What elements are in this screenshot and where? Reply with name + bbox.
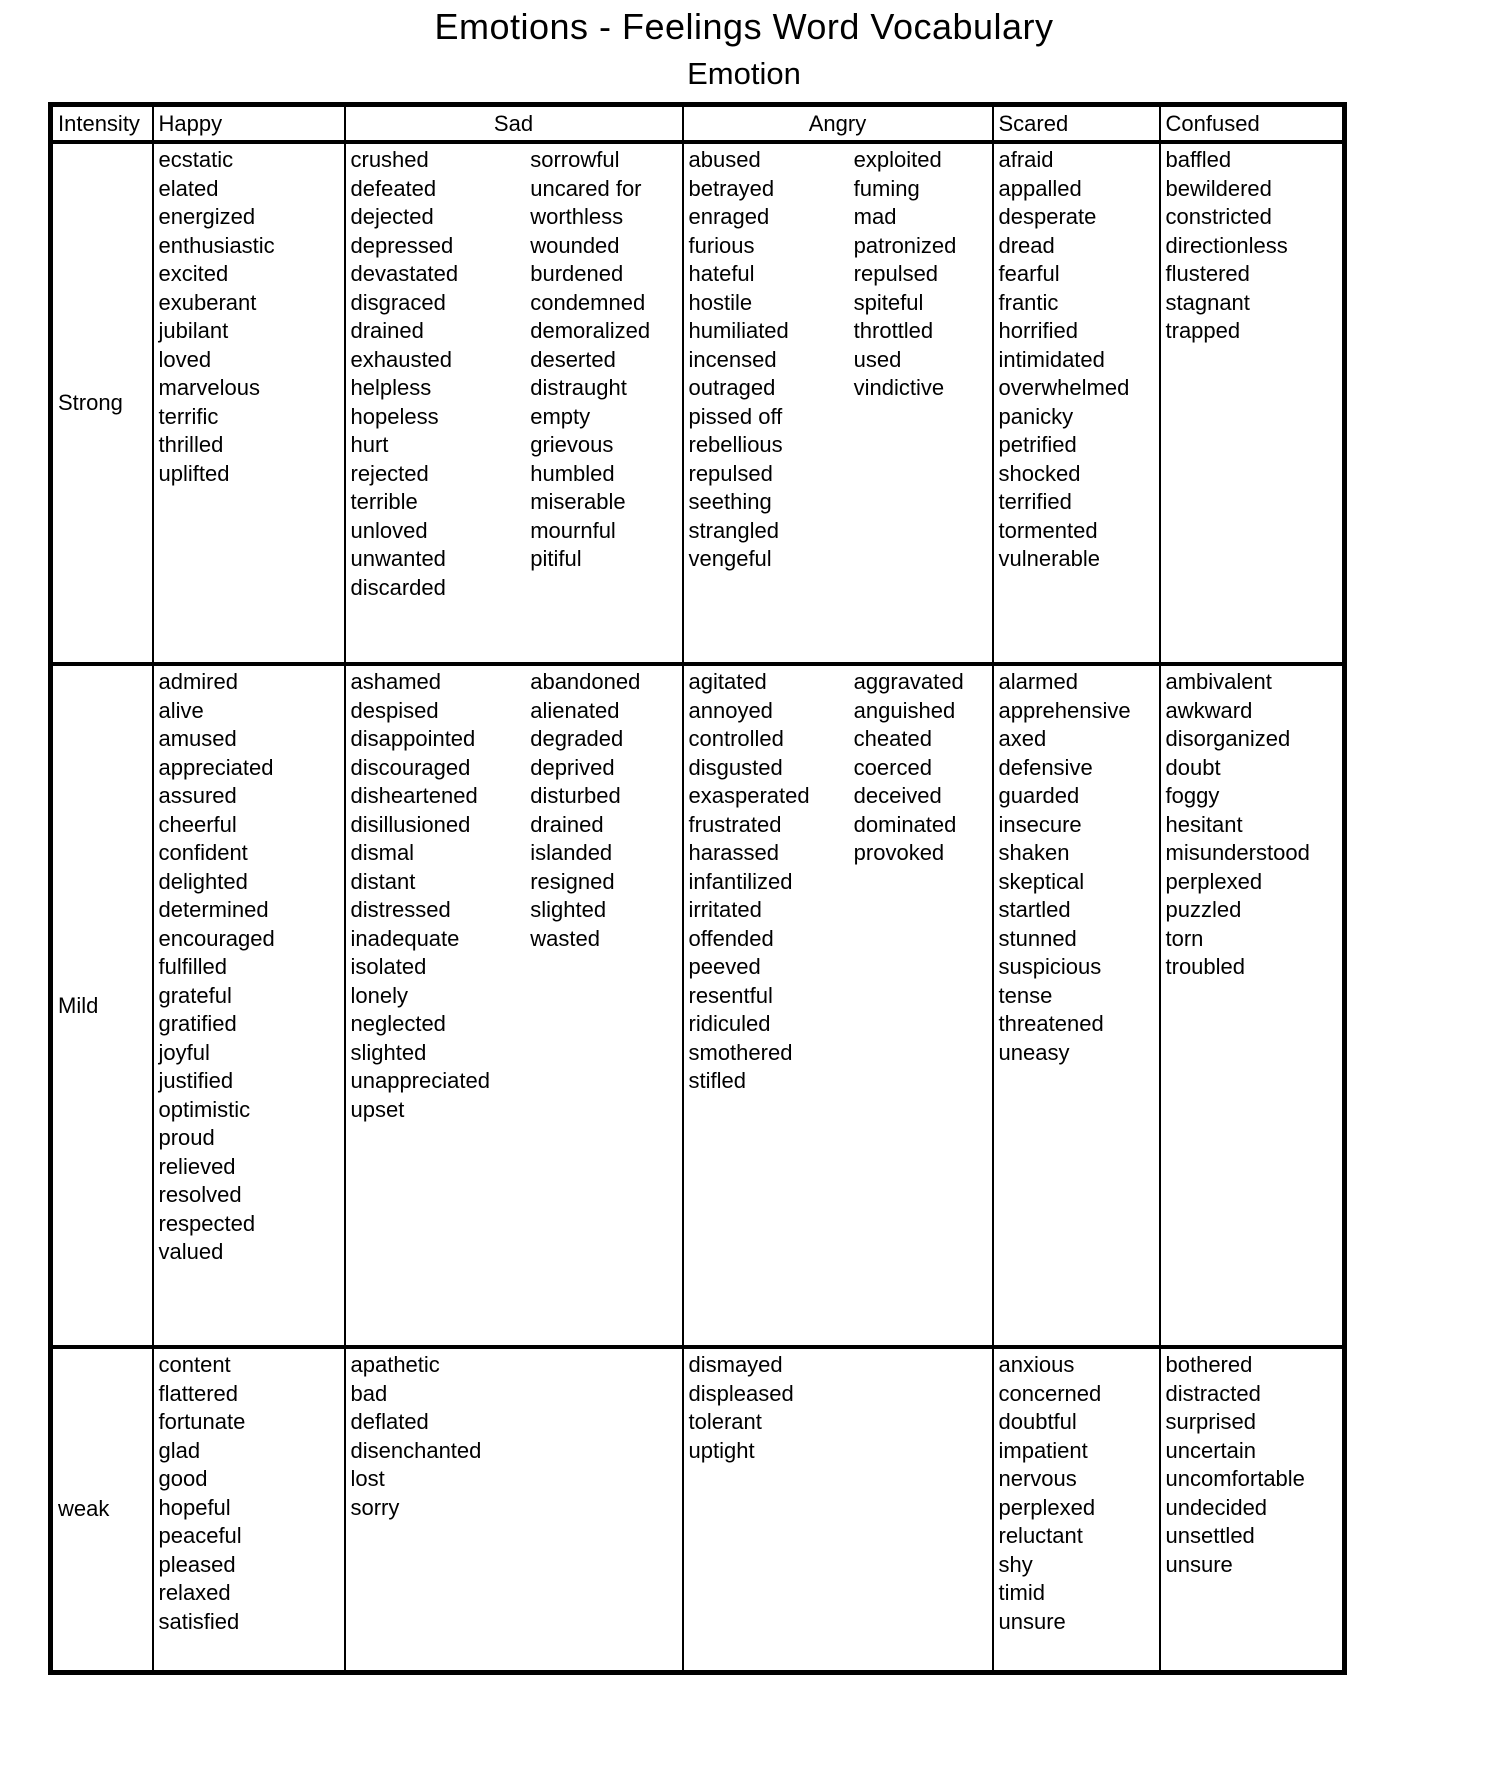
word-item: disenchanted [350, 1437, 482, 1463]
word-item: annoyed [688, 697, 773, 723]
word-item: fulfilled [158, 954, 227, 979]
word-item: flattered [158, 1380, 238, 1406]
word-item: unappreciated [350, 1068, 490, 1093]
word-item: surprised [1165, 1409, 1256, 1434]
word-item: alive [158, 697, 204, 723]
word-item: insecure [998, 811, 1082, 837]
word-item: dread [998, 232, 1055, 258]
word-item: discarded [350, 574, 446, 600]
word-item: smothered [688, 1039, 793, 1065]
column-header-happy: Happy [153, 105, 345, 143]
word-list [849, 144, 992, 403]
word-item: islanded [530, 840, 613, 865]
word-item: frustrated [688, 811, 782, 837]
word-item: bewildered [1165, 175, 1272, 201]
word-item: isolated [350, 954, 427, 979]
word-item: proud [158, 1125, 215, 1150]
word-item: vindictive [853, 375, 945, 400]
word-item: ecstatic [158, 147, 234, 172]
word-item: constricted [1165, 204, 1272, 229]
word-item: relieved [158, 1153, 236, 1179]
word-item: concerned [998, 1380, 1102, 1406]
cell-weak-sad [345, 1347, 683, 1672]
word-item: fuming [853, 175, 920, 201]
word-item: upset [350, 1096, 405, 1122]
word-item: flustered [1165, 261, 1250, 286]
word-item: thrilled [158, 432, 224, 457]
cell-strong-angry [683, 142, 993, 664]
word-item: overwhelmed [998, 375, 1130, 400]
intensity-label-weak: weak [51, 1347, 153, 1672]
word-item: joyful [158, 1039, 210, 1065]
word-item: unsure [1165, 1551, 1233, 1577]
word-item: hesitant [1165, 811, 1243, 837]
word-item: misunderstood [1165, 840, 1310, 865]
word-item: delighted [158, 868, 248, 894]
word-item: unsure [998, 1608, 1066, 1634]
word-item: ashamed [350, 669, 442, 694]
word-item: wounded [530, 232, 620, 258]
word-item: wasted [530, 925, 600, 951]
word-item: petrified [998, 432, 1077, 457]
word-item: incensed [688, 346, 777, 372]
word-item: stunned [998, 925, 1077, 951]
emotion-subtitle: Emotion [687, 56, 801, 91]
word-item: betrayed [688, 175, 775, 201]
column-header-confused: Confused [1160, 105, 1345, 143]
word-item: lonely [350, 982, 408, 1008]
word-list [1161, 1349, 1343, 1579]
word-item: alienated [530, 697, 620, 723]
word-item: helpless [350, 375, 432, 400]
page-title: Emotions - Feelings Word Vocabulary [434, 6, 1054, 47]
word-item: glad [158, 1437, 201, 1463]
word-list [1161, 144, 1343, 346]
word-item: distressed [350, 897, 451, 922]
cell-mild-sad [345, 664, 683, 1347]
word-item: used [853, 346, 902, 372]
word-item: shaken [998, 840, 1070, 865]
word-item: repulsed [853, 261, 939, 286]
cell-mild-confused [1160, 664, 1345, 1347]
cell-mild-scared [993, 664, 1160, 1347]
two-column-wrapper [346, 1349, 682, 1522]
word-item: appreciated [158, 754, 274, 780]
word-item: jubilant [158, 318, 229, 343]
word-item: cheerful [158, 811, 237, 837]
word-item: startled [998, 897, 1071, 922]
two-column-wrapper [684, 1349, 992, 1465]
word-list [154, 144, 344, 488]
word-item: abandoned [530, 669, 641, 694]
word-item: throttled [853, 318, 934, 343]
word-item: outraged [688, 375, 776, 400]
word-item: terrified [998, 489, 1072, 514]
word-item: provoked [853, 840, 945, 865]
column-header-sad: Sad [345, 105, 683, 143]
column-header-angry: Angry [683, 105, 993, 143]
word-item: vulnerable [998, 546, 1101, 571]
word-list [684, 144, 849, 574]
word-item: coerced [853, 754, 932, 780]
word-list [154, 666, 344, 1267]
word-item: infantilized [688, 868, 793, 894]
word-item: baffled [1165, 147, 1232, 172]
word-item: optimistic [158, 1096, 251, 1122]
word-item: vengeful [688, 546, 772, 571]
word-item: respected [158, 1210, 256, 1236]
word-item: deserted [530, 346, 616, 372]
two-column-wrapper [346, 144, 682, 602]
word-item: pitiful [530, 546, 582, 571]
word-item: uncertain [1165, 1437, 1257, 1463]
word-list [849, 1349, 992, 1351]
word-item: encouraged [158, 925, 275, 951]
word-item: shocked [998, 460, 1081, 486]
word-item: defeated [350, 175, 437, 201]
word-item: elated [158, 175, 219, 201]
word-item: irritated [688, 897, 762, 922]
word-item: awkward [1165, 697, 1253, 723]
word-item: drained [350, 318, 424, 343]
word-item: afraid [998, 147, 1054, 172]
word-item: axed [998, 726, 1047, 751]
word-item: unsettled [1165, 1523, 1255, 1548]
word-item: hopeless [350, 403, 439, 429]
word-item: perplexed [998, 1494, 1096, 1520]
word-item: undecided [1165, 1494, 1268, 1520]
word-item: demoralized [530, 318, 651, 343]
word-item: dismayed [688, 1352, 783, 1377]
word-item: exasperated [688, 783, 810, 808]
word-item: uncared for [530, 175, 642, 201]
word-item: aggravated [853, 669, 964, 694]
word-item: stifled [688, 1068, 746, 1093]
word-item: apprehensive [998, 697, 1131, 723]
word-item: foggy [1165, 783, 1220, 808]
word-item: offended [688, 925, 774, 951]
word-item: tormented [998, 517, 1098, 543]
word-item: energized [158, 204, 256, 229]
word-item: devastated [350, 261, 459, 286]
word-item: uneasy [998, 1039, 1070, 1065]
word-item: tolerant [688, 1409, 762, 1434]
cell-strong-happy [153, 142, 345, 664]
cell-weak-happy [153, 1347, 345, 1672]
column-header-intensity: Intensity [51, 105, 153, 143]
word-list [994, 144, 1159, 574]
word-item: abused [688, 147, 761, 172]
word-item: crushed [350, 147, 429, 172]
word-item: threatened [998, 1011, 1104, 1036]
word-list [994, 666, 1159, 1067]
word-item: enthusiastic [158, 232, 275, 258]
word-item: alarmed [998, 669, 1078, 694]
word-item: mournful [530, 517, 616, 543]
word-item: bad [350, 1380, 388, 1406]
cell-strong-confused [1160, 142, 1345, 664]
word-item: grievous [530, 432, 614, 457]
word-item: frantic [998, 289, 1059, 315]
word-item: puzzled [1165, 897, 1242, 922]
word-item: desperate [998, 204, 1097, 229]
word-item: furious [688, 232, 755, 258]
cell-weak-angry [683, 1347, 993, 1672]
word-item: exuberant [158, 289, 257, 315]
word-item: ambivalent [1165, 669, 1272, 694]
word-item: ridiculed [688, 1011, 771, 1036]
word-list [154, 1349, 344, 1636]
word-item: uncomfortable [1165, 1466, 1305, 1491]
word-item: dismal [350, 840, 415, 865]
word-item: anxious [998, 1352, 1075, 1377]
word-item: grateful [158, 982, 232, 1008]
word-item: guarded [998, 783, 1080, 808]
word-item: worthless [530, 204, 624, 229]
word-item: mad [853, 204, 897, 229]
word-item: tense [998, 982, 1053, 1008]
word-item: good [158, 1466, 208, 1491]
word-item: pissed off [688, 403, 783, 429]
word-item: assured [158, 783, 237, 808]
word-item: rejected [350, 460, 429, 486]
word-item: enraged [688, 204, 770, 229]
word-item: distracted [1165, 1380, 1261, 1406]
word-item: hurt [350, 432, 389, 457]
word-item: defensive [998, 754, 1093, 780]
word-item: doubtful [998, 1409, 1077, 1434]
word-item: degraded [530, 726, 624, 751]
word-item: disorganized [1165, 726, 1291, 751]
word-item: disheartened [350, 783, 478, 808]
word-item: determined [158, 897, 269, 922]
word-item: humiliated [688, 318, 789, 343]
word-item: disgusted [688, 754, 783, 780]
word-item: pleased [158, 1551, 236, 1577]
word-item: lost [350, 1466, 385, 1491]
word-list [525, 1349, 681, 1351]
word-item: harassed [688, 840, 780, 865]
cell-weak-confused [1160, 1347, 1345, 1672]
word-item: timid [998, 1580, 1045, 1605]
word-item: gratified [158, 1011, 237, 1036]
table-row-mild [51, 664, 1345, 1347]
word-item: satisfied [158, 1608, 240, 1634]
word-item: torn [1165, 925, 1204, 951]
word-list [994, 1349, 1159, 1636]
word-item: cheated [853, 726, 932, 751]
word-item: miserable [530, 489, 626, 514]
word-list [1161, 666, 1343, 982]
word-item: justified [158, 1068, 234, 1093]
word-item: admired [158, 669, 238, 694]
word-item: displeased [688, 1380, 794, 1406]
word-item: disappointed [350, 726, 476, 751]
word-item: sorry [350, 1494, 400, 1520]
word-item: agitated [688, 669, 767, 694]
word-item: excited [158, 261, 229, 286]
word-item: reluctant [998, 1523, 1083, 1548]
word-item: distraught [530, 375, 627, 400]
word-item: slighted [530, 897, 607, 922]
word-item: amused [158, 726, 237, 751]
word-list [346, 1349, 526, 1522]
intensity-label-mild: Mild [51, 664, 153, 1347]
word-item: strangled [688, 517, 780, 543]
word-item: skeptical [998, 868, 1085, 894]
word-item: doubt [1165, 754, 1221, 780]
word-item: perplexed [1165, 868, 1263, 894]
word-item: depressed [350, 232, 454, 258]
word-item: resolved [158, 1182, 242, 1207]
word-item: exhausted [350, 346, 453, 372]
word-item: peeved [688, 954, 761, 979]
word-item: loved [158, 346, 212, 372]
word-item: troubled [1165, 954, 1246, 979]
word-list [525, 144, 681, 574]
word-item: deprived [530, 754, 615, 780]
table-row-weak [51, 1347, 1345, 1672]
word-item: neglected [350, 1011, 446, 1036]
cell-strong-sad [345, 142, 683, 664]
word-item: marvelous [158, 375, 260, 400]
word-item: controlled [688, 726, 784, 751]
word-item: trapped [1165, 318, 1241, 343]
word-item: burdened [530, 261, 624, 286]
word-item: hateful [688, 261, 755, 286]
cell-strong-scared [993, 142, 1160, 664]
word-item: humbled [530, 460, 615, 486]
word-item: slighted [350, 1039, 427, 1065]
table-row-strong [51, 142, 1345, 664]
word-item: distant [350, 868, 416, 894]
word-item: fearful [998, 261, 1060, 286]
word-item: exploited [853, 147, 942, 172]
word-item: despised [350, 697, 439, 723]
word-item: dominated [853, 811, 957, 837]
word-item: suspicious [998, 954, 1102, 979]
word-item: disturbed [530, 783, 621, 808]
word-item: confident [158, 840, 248, 865]
word-item: resigned [530, 868, 615, 894]
word-item: valued [158, 1239, 224, 1264]
word-item: impatient [998, 1437, 1088, 1463]
word-item: terrible [350, 489, 418, 514]
word-item: unloved [350, 517, 428, 543]
word-item: patronized [853, 232, 957, 258]
word-item: relaxed [158, 1580, 231, 1605]
word-item: spiteful [853, 289, 924, 315]
word-list [684, 1349, 849, 1465]
word-item: stagnant [1165, 289, 1250, 315]
intensity-label-strong: Strong [51, 142, 153, 664]
column-header-scared: Scared [993, 105, 1160, 143]
word-item: seething [688, 489, 772, 514]
word-item: unwanted [350, 546, 446, 571]
two-column-wrapper [684, 666, 992, 1096]
word-list [684, 666, 849, 1096]
word-item: condemned [530, 289, 646, 315]
word-item: peaceful [158, 1523, 242, 1548]
word-item: drained [530, 811, 604, 837]
word-item: hostile [688, 289, 753, 315]
header-row [51, 105, 1345, 143]
word-item: deceived [853, 783, 942, 808]
word-item: disgraced [350, 289, 446, 315]
word-item: resentful [688, 982, 773, 1008]
word-list [849, 666, 992, 868]
emotions-vocabulary-table [48, 102, 1347, 1675]
word-item: empty [530, 403, 591, 429]
word-item: shy [998, 1551, 1033, 1577]
word-item: fortunate [158, 1409, 246, 1434]
word-item: uptight [688, 1437, 755, 1463]
word-item: rebellious [688, 432, 783, 457]
word-item: apathetic [350, 1352, 440, 1377]
word-item: content [158, 1352, 231, 1377]
word-item: discouraged [350, 754, 471, 780]
word-item: sorrowful [530, 147, 620, 172]
word-list [346, 144, 526, 602]
word-item: directionless [1165, 232, 1288, 258]
word-item: dejected [350, 204, 434, 229]
word-item: anguished [853, 697, 956, 723]
word-item: nervous [998, 1466, 1077, 1491]
two-column-wrapper [346, 666, 682, 1124]
two-column-wrapper [684, 144, 992, 574]
word-item: inadequate [350, 925, 460, 951]
word-item: panicky [998, 403, 1074, 429]
cell-mild-happy [153, 664, 345, 1347]
word-item: horrified [998, 318, 1078, 343]
cell-weak-scared [993, 1347, 1160, 1672]
word-list [346, 666, 526, 1124]
word-item: terrific [158, 403, 219, 429]
word-item: deflated [350, 1409, 429, 1434]
word-item: appalled [998, 175, 1082, 201]
word-item: bothered [1165, 1352, 1253, 1377]
word-item: hopeful [158, 1494, 231, 1520]
word-list [525, 666, 681, 953]
word-item: intimidated [998, 346, 1105, 372]
word-item: uplifted [158, 460, 230, 486]
word-item: disillusioned [350, 811, 471, 837]
word-item: repulsed [688, 460, 773, 486]
cell-mild-angry [683, 664, 993, 1347]
